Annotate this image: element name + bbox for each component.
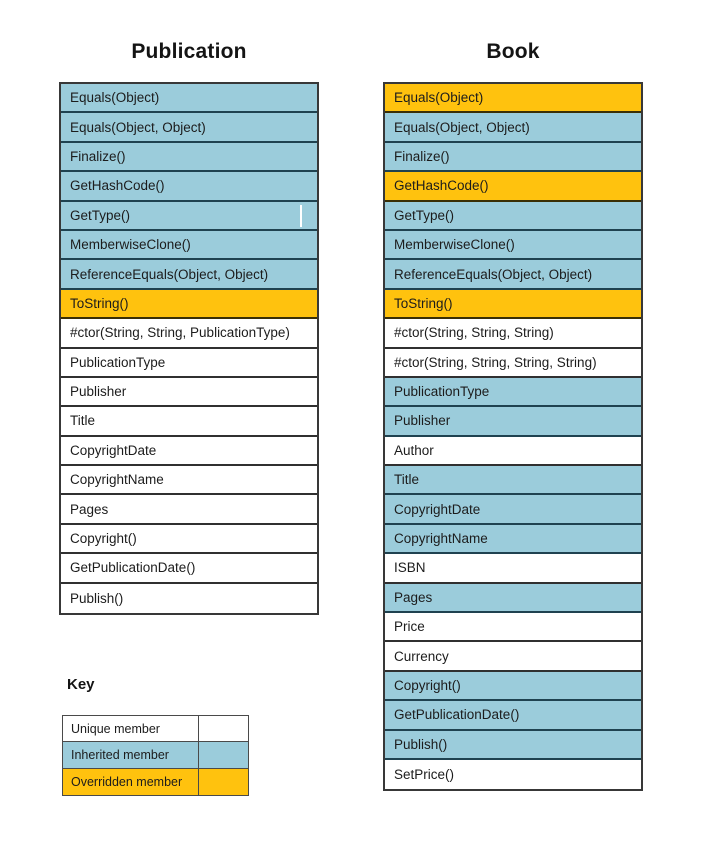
publication-class-title: Publication bbox=[131, 40, 247, 63]
legend-label: Overridden member bbox=[63, 769, 199, 795]
member-row bbox=[385, 613, 641, 642]
member-label: CopyrightName bbox=[394, 531, 488, 547]
book-member-table bbox=[383, 82, 643, 791]
member-row bbox=[385, 231, 641, 260]
legend-row bbox=[63, 716, 248, 742]
member-row bbox=[61, 290, 317, 319]
member-row bbox=[385, 407, 641, 436]
member-row bbox=[385, 554, 641, 583]
member-label: Equals(Object) bbox=[70, 90, 160, 106]
member-label: Equals(Object, Object) bbox=[394, 119, 530, 135]
member-row bbox=[61, 231, 317, 260]
member-row bbox=[385, 143, 641, 172]
member-label: GetType() bbox=[70, 207, 131, 223]
member-row bbox=[385, 260, 641, 289]
member-row bbox=[61, 84, 317, 113]
member-row bbox=[385, 84, 641, 113]
member-label: Publish() bbox=[70, 590, 124, 606]
member-label: Currency bbox=[394, 648, 449, 664]
member-label: Equals(Object) bbox=[394, 90, 484, 106]
member-label: #ctor(String, String, String, String) bbox=[394, 354, 597, 370]
member-row bbox=[385, 113, 641, 142]
member-row bbox=[61, 319, 317, 348]
member-row bbox=[385, 437, 641, 466]
legend-title: Key bbox=[67, 676, 95, 693]
member-row bbox=[61, 378, 317, 407]
member-label: GetHashCode() bbox=[70, 178, 165, 194]
member-row bbox=[385, 731, 641, 760]
member-row bbox=[61, 525, 317, 554]
member-label: PublicationType bbox=[70, 354, 166, 370]
text-cursor-artifact bbox=[300, 205, 302, 227]
legend-table bbox=[62, 715, 249, 796]
member-label: Publisher bbox=[70, 384, 127, 400]
member-label: GetPublicationDate() bbox=[394, 707, 520, 723]
member-label: MemberwiseClone() bbox=[70, 237, 191, 253]
member-label: GetPublicationDate() bbox=[70, 560, 196, 576]
member-label: #ctor(String, String, PublicationType) bbox=[70, 325, 290, 341]
member-label: Title bbox=[70, 413, 96, 429]
member-row bbox=[61, 437, 317, 466]
member-row bbox=[61, 260, 317, 289]
legend-color-swatch bbox=[199, 769, 248, 795]
member-row bbox=[385, 319, 641, 348]
member-label: ReferenceEquals(Object, Object) bbox=[70, 266, 269, 282]
member-row bbox=[61, 584, 317, 613]
member-label: ToString() bbox=[70, 295, 129, 311]
member-row bbox=[61, 495, 317, 524]
legend-row bbox=[63, 742, 248, 768]
member-row bbox=[385, 701, 641, 730]
legend bbox=[62, 676, 249, 796]
member-row bbox=[61, 407, 317, 436]
member-label: Equals(Object, Object) bbox=[70, 119, 206, 135]
member-label: Finalize() bbox=[70, 148, 126, 164]
member-row bbox=[61, 349, 317, 378]
member-row bbox=[385, 525, 641, 554]
member-label: Finalize() bbox=[394, 148, 450, 164]
member-row bbox=[385, 349, 641, 378]
member-label: Copyright() bbox=[70, 531, 137, 547]
member-label: CopyrightName bbox=[70, 472, 164, 488]
member-row bbox=[385, 172, 641, 201]
member-row bbox=[385, 760, 641, 789]
member-row bbox=[385, 202, 641, 231]
member-label: GetHashCode() bbox=[394, 178, 489, 194]
member-label: Price bbox=[394, 619, 425, 635]
publication-class-diagram bbox=[59, 40, 319, 615]
member-row bbox=[61, 143, 317, 172]
member-row bbox=[61, 202, 317, 231]
member-row bbox=[385, 495, 641, 524]
member-row bbox=[385, 378, 641, 407]
member-row bbox=[61, 113, 317, 142]
member-label: ToString() bbox=[394, 295, 453, 311]
member-label: Publish() bbox=[394, 736, 448, 752]
member-label: Pages bbox=[394, 589, 433, 605]
member-label: SetPrice() bbox=[394, 767, 455, 783]
member-row bbox=[61, 554, 317, 583]
member-label: ISBN bbox=[394, 560, 426, 576]
member-row bbox=[385, 290, 641, 319]
member-row bbox=[385, 672, 641, 701]
legend-row bbox=[63, 769, 248, 795]
legend-label: Inherited member bbox=[63, 742, 199, 767]
member-row bbox=[385, 466, 641, 495]
member-label: Publisher bbox=[394, 413, 451, 429]
member-label: #ctor(String, String, String) bbox=[394, 325, 554, 341]
member-row bbox=[61, 172, 317, 201]
legend-color-swatch bbox=[199, 742, 248, 767]
legend-label: Unique member bbox=[63, 716, 199, 741]
member-row bbox=[385, 642, 641, 671]
publication-member-table bbox=[59, 82, 319, 615]
member-label: GetType() bbox=[394, 207, 455, 223]
member-label: Title bbox=[394, 472, 420, 488]
member-row bbox=[385, 584, 641, 613]
member-label: PublicationType bbox=[394, 384, 490, 400]
member-row bbox=[61, 466, 317, 495]
member-label: CopyrightDate bbox=[70, 442, 157, 458]
book-class-title: Book bbox=[486, 40, 540, 63]
member-label: Pages bbox=[70, 501, 109, 517]
member-label: ReferenceEquals(Object, Object) bbox=[394, 266, 593, 282]
legend-color-swatch bbox=[199, 716, 248, 741]
member-label: CopyrightDate bbox=[394, 501, 481, 517]
member-label: Copyright() bbox=[394, 678, 461, 693]
member-label: MemberwiseClone() bbox=[394, 237, 515, 253]
book-class-diagram bbox=[383, 40, 643, 791]
member-label: Author bbox=[394, 442, 434, 458]
